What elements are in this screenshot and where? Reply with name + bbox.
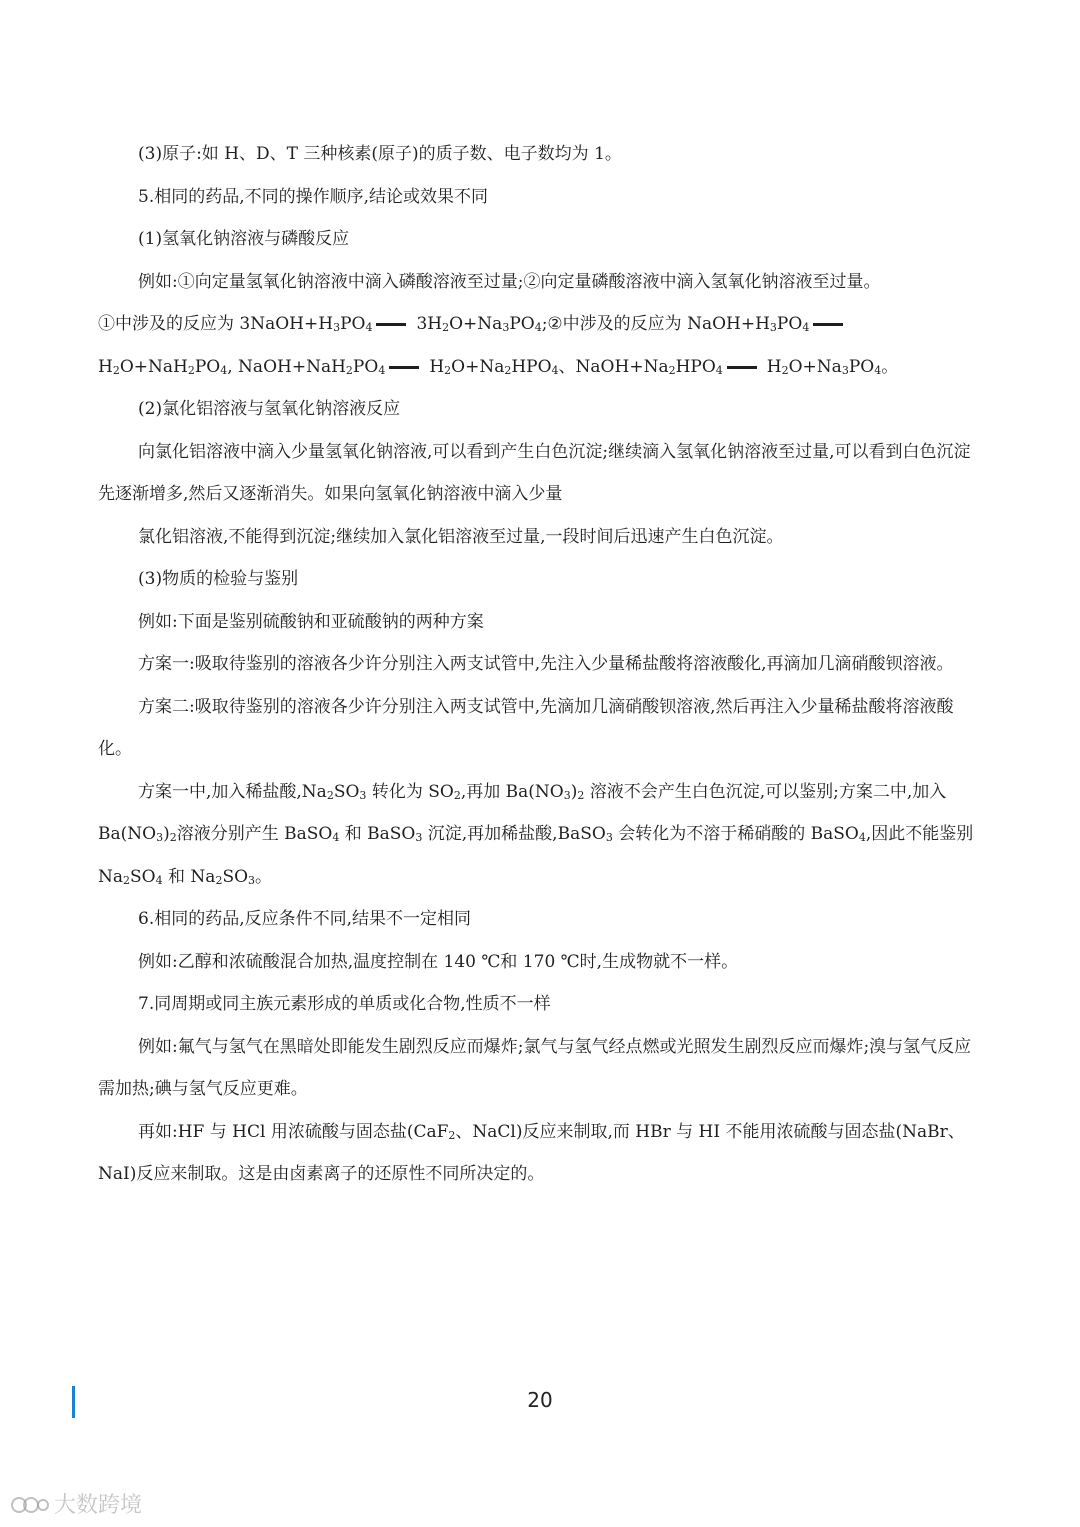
- paragraph: [98, 1026, 986, 1111]
- text-run: PO: [340, 314, 366, 334]
- subscript: 4: [155, 873, 163, 887]
- text-run: (3)原子:如 H、D、T 三种核素(原子)的质子数、电子数均为 1。: [138, 144, 622, 164]
- text-run: 和 Na: [162, 866, 216, 887]
- subscript: 3: [563, 788, 571, 802]
- subscript: 2: [577, 788, 585, 802]
- subscript: 2: [442, 321, 450, 334]
- text-run: PO: [194, 356, 221, 377]
- subscript: 4: [802, 321, 810, 334]
- paragraph: [98, 558, 986, 601]
- text-run: 会转化为不溶于稀硝酸的 BaSO: [612, 824, 859, 844]
- paragraph: [98, 261, 986, 304]
- paragraph: [98, 176, 986, 219]
- subscript: 2: [345, 363, 353, 377]
- subscript: 2: [453, 788, 461, 802]
- subscript: 3: [359, 788, 367, 802]
- watermark-text: 大数跨境: [54, 1493, 143, 1518]
- text-run: 6.相同的药品,反应条件不同,结果不一定相同: [138, 909, 472, 929]
- document-body: [98, 133, 986, 1196]
- paragraph: [98, 1111, 986, 1196]
- text-run: (2)氯化铝溶液与氢氧化钠溶液反应: [138, 399, 401, 419]
- text-run: H: [429, 356, 445, 377]
- equals-bar: [376, 323, 406, 326]
- text-run: 例如:氟气与氢气在黑暗处即能发生剧烈反应而爆炸;氯气与氢气经点燃或光照发生剧烈反应而爆炸;溴与氢气反应需加热;碘与氢气反应更难。: [98, 1036, 972, 1099]
- text-run: 。: [255, 866, 273, 887]
- subscript: 4: [551, 363, 559, 377]
- text-run: 例如:下面是鉴别硫酸钠和亚硫酸钠的两种方案: [138, 611, 484, 632]
- text-run: 和 BaSO: [339, 824, 416, 844]
- subscript: 4: [858, 831, 866, 844]
- paragraph: [98, 218, 986, 261]
- text-run: ): [570, 781, 578, 802]
- text-run: ;②中涉及的反应为 NaOH+H: [541, 314, 770, 334]
- text-run: 溶液分别产生 BaSO: [176, 824, 333, 844]
- subscript: 2: [123, 873, 131, 887]
- text-run: 、NaCl)反应来制取,而 HBr 与 HI 不能用浓硫酸与固态盐(NaBr、NaI)反应来制取。这是由卤素离子的还原性不同所决定的。: [98, 1121, 965, 1184]
- subscript: 3: [156, 831, 164, 844]
- text-run: ,因此不能鉴别 Na: [98, 824, 974, 887]
- text-run: 方案一中,加入稀盐酸,Na: [138, 781, 327, 802]
- subscript: 3: [333, 321, 341, 334]
- text-run: (1)氢氧化钠溶液与磷酸反应: [138, 229, 350, 249]
- text-run: 。: [881, 356, 899, 377]
- text-run: H: [766, 356, 782, 377]
- subscript: 3: [605, 831, 613, 844]
- text-run: 方案一:吸取待鉴别的溶液各少许分别注入两支试管中,先注入少量稀盐酸将溶液酸化,再滴加几滴硝酸钡溶液。: [138, 654, 954, 674]
- subscript: 4: [365, 321, 373, 334]
- subscript: 2: [781, 363, 789, 377]
- paragraph: [98, 431, 986, 516]
- text-run: PO: [509, 314, 535, 334]
- text-run: O+Na: [449, 314, 503, 334]
- paragraph: [98, 133, 986, 176]
- equals-bar: [813, 323, 843, 326]
- text-run: 向氯化铝溶液中滴入少量氢氧化钠溶液,可以看到产生白色沉淀;继续滴入氢氧化钠溶液至过量,可以看到白色沉淀先逐渐增多,然后又逐渐消失。如果向氢氧化钠溶液中滴入少量: [98, 441, 971, 504]
- subscript: 3: [841, 363, 849, 377]
- subscript: 2: [215, 873, 223, 887]
- text-run: ,再加 Ba(NO: [460, 781, 564, 802]
- subscript: 2: [187, 363, 195, 377]
- text-run: 方案二:吸取待鉴别的溶液各少许分别注入两支试管中,先滴加几滴硝酸钡溶液,然后再注入少量稀盐酸将溶液酸化。: [98, 696, 954, 759]
- text-run: HPO: [675, 356, 716, 377]
- subscript: 4: [874, 363, 882, 377]
- text-run: 再如:HF 与 HCl 用浓硫酸与固态盐(CaF: [138, 1121, 449, 1142]
- subscript: 2: [668, 363, 676, 377]
- subscript: 4: [715, 363, 723, 377]
- equals-bar: [727, 366, 757, 369]
- text-run: PO: [848, 356, 875, 377]
- paragraph: [98, 303, 986, 388]
- text-run: H: [98, 356, 113, 377]
- page-number: 20: [527, 1388, 553, 1412]
- text-run: 溶液不会产生白色沉淀,可以鉴别;方案二中,加入 Ba(NO: [98, 781, 947, 844]
- text-run: SO: [222, 866, 249, 887]
- logo-icon: [10, 1493, 50, 1515]
- subscript: 4: [332, 831, 340, 844]
- text-run: SO: [333, 781, 360, 802]
- subscript: 3: [769, 321, 777, 334]
- subscript: 3: [248, 873, 256, 887]
- text-run: HPO: [511, 356, 552, 377]
- paragraph: [98, 983, 986, 1026]
- subscript: 4: [220, 363, 228, 377]
- text-run: , NaOH+NaH: [227, 356, 346, 377]
- subscript: 3: [502, 321, 510, 334]
- paragraph: [98, 516, 986, 559]
- subscript: 4: [534, 321, 542, 334]
- subscript: 2: [448, 1128, 456, 1142]
- text-run: (3)物质的检验与鉴别: [138, 569, 299, 589]
- subscript: 2: [326, 788, 334, 802]
- text-run: ): [163, 824, 170, 844]
- text-run: O+Na: [451, 356, 505, 377]
- text-run: 氯化铝溶液,不能得到沉淀;继续加入氯化铝溶液至过量,一段时间后迅速产生白色沉淀。: [138, 526, 784, 547]
- text-run: SO: [130, 866, 156, 887]
- paragraph: [98, 898, 986, 941]
- text-run: 转化为 SO: [366, 781, 454, 802]
- paragraph: [98, 643, 986, 686]
- paragraph: [98, 601, 986, 644]
- text-run: 5.相同的药品,不同的操作顺序,结论或效果不同: [138, 186, 489, 207]
- paragraph: [98, 686, 986, 771]
- subscript: 4: [378, 363, 386, 377]
- text-run: 沉淀,再加稀盐酸,BaSO: [422, 824, 606, 844]
- text-run: O+Na: [788, 356, 842, 377]
- subscript: 2: [504, 363, 512, 377]
- text-run: ①中涉及的反应为 3NaOH+H: [98, 314, 334, 334]
- paragraph: [98, 941, 986, 984]
- paragraph: [98, 771, 986, 899]
- text-run: 、NaOH+Na: [558, 356, 669, 377]
- text-run: 7.同周期或同主族元素形成的单质或化合物,性质不一样: [138, 994, 551, 1014]
- subscript: 2: [112, 363, 120, 377]
- text-run: 3H: [416, 314, 443, 334]
- subscript: 3: [415, 831, 423, 844]
- text-run: PO: [352, 356, 379, 377]
- text-run: 例如:乙醇和浓硫酸混合加热,温度控制在 140 ℃和 170 ℃时,生成物就不一样。: [138, 951, 739, 972]
- text-run: O+NaH: [119, 356, 188, 377]
- watermark: [10, 1488, 142, 1519]
- text-run: PO: [776, 314, 803, 334]
- text-run: 例如:①向定量氢氧化钠溶液中滴入磷酸溶液至过量;②向定量磷酸溶液中滴入氢氧化钠溶液至过量。: [138, 271, 881, 292]
- equals-bar: [389, 366, 419, 369]
- subscript: 2: [169, 831, 177, 844]
- subscript: 2: [444, 363, 452, 377]
- paragraph: [98, 388, 986, 431]
